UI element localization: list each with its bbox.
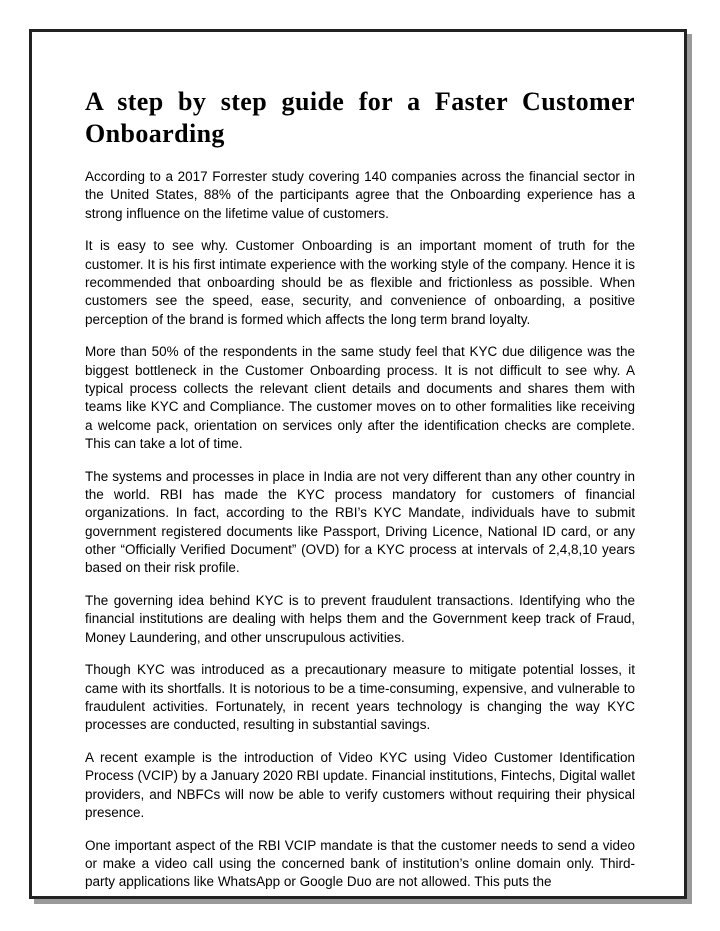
paragraph-india-rbi-mandate: The systems and processes in place in India are not very different than any other country in the world. RBI has made the KYC process mandatory for customers of financial organizations. In fact, according to the RBI’s KYC Mandate, individuals have to submit government registered documents like Passport, Driving Licence, National ID card, or any other “Officially Verified Document” (OVD) for a KYC process at intervals of 2,4,8,10 years based on their risk profile. <box>85 468 635 576</box>
paragraph-kyc-shortfalls: Though KYC was introduced as a precautionary measure to mitigate potential losses, it came with its shortfalls. It is notorious to be a time-consuming, expensive, and vulnerable to fraudulent activities. Fortunately, in recent years technology is changing the way KYC processes are conducted, resulting in substantial savings. <box>85 662 635 733</box>
paragraph-vcip-mandate: One important aspect of the RBI VCIP mandate is that the customer needs to send a video or make a video call using the concerned bank of institution’s online domain only. Third-party applications like WhatsApp or Google Duo are not allowed. This puts the <box>85 837 635 890</box>
paragraph-kyc-purpose: The governing idea behind KYC is to prevent fraudulent transactions. Identifying who the financial institutions are dealing with helps them and the Government keep track of Fraud, Money Laundering, and other unscrupulous activities. <box>85 592 635 645</box>
paragraph-kyc-bottleneck: More than 50% of the respondents in the same study feel that KYC due diligence was the biggest bottleneck in the Customer Onboarding process. It is not difficult to see why. A typical process collects the relevant client details and documents and shares them with teams like KYC and Compliance. The customer moves on to other formalities like receiving a welcome pack, orientation on services only after the identification checks are complete. This can take a lot of time. <box>85 344 635 451</box>
document-title: A step by step guide for a Faster Customer Onboarding <box>85 87 635 148</box>
paragraph-forrester-study: According to a 2017 Forrester study covering 140 companies across the financial sector in the United States, 88% of the participants agree that the Onboarding experience has a strong influence on the lifetime value of customers. <box>85 169 635 221</box>
document-body <box>85 86 635 906</box>
paragraph-video-kyc: A recent example is the introduction of Video KYC using Video Customer Identification Process (VCIP) by a January 2020 RBI update. Financial institutions, Fintechs, Digital wallet providers, and NBFCs will now be able to verify customers without requiring their physical presence. <box>85 750 636 820</box>
paragraph-moment-of-truth: It is easy to see why. Customer Onboarding is an important moment of truth for the customer. It is his first intimate experience with the working style of the company. Hence it is recommended that onboarding should be as flexible and frictionless as possible. When customers see the speed, ease, security, and convenience of onboarding, a positive perception of the brand is formed which affects the long term brand loyalty. <box>85 238 635 327</box>
